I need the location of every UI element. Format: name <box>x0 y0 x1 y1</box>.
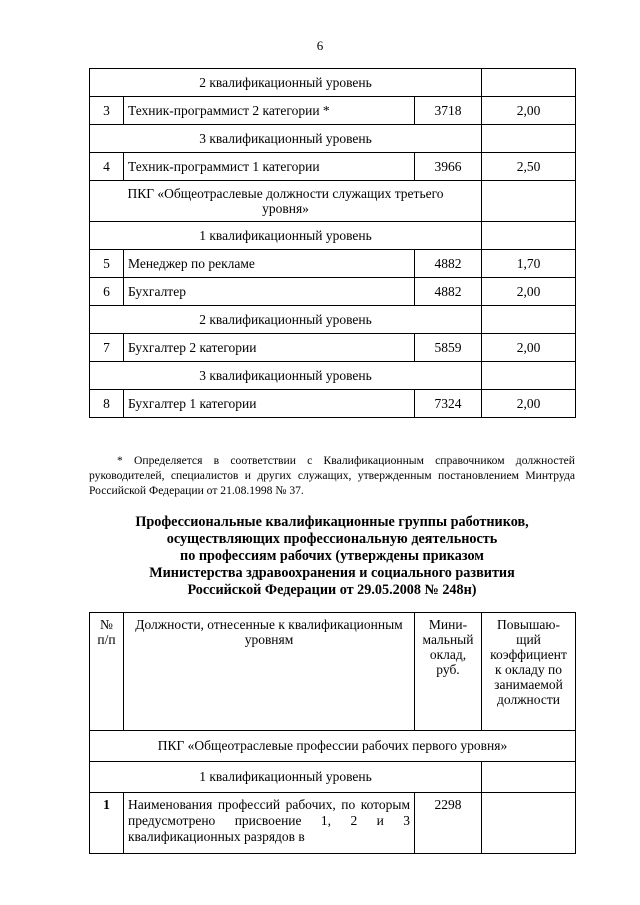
row-name: Бухгалтер 1 категории <box>124 390 415 418</box>
table-row <box>90 334 576 362</box>
table-row <box>90 390 576 418</box>
group-row: ПКГ «Общеотраслевые профессии рабочих первого уровня» <box>90 731 576 762</box>
row-salary: 7324 <box>415 390 482 418</box>
row-coef: 2,00 <box>482 334 576 362</box>
heading-line: Профессиональные квалификационные группы работников, <box>135 514 529 530</box>
table-row <box>90 222 576 250</box>
row-name: Наименования профессий рабочих, по которым предусмотрено присвоение 1, 2 и 3 квалификационных разрядов в <box>124 793 415 854</box>
row-salary: 4882 <box>415 250 482 278</box>
table-row <box>90 250 576 278</box>
row-salary: 4882 <box>415 278 482 306</box>
level-row: 2 квалификационный уровень <box>90 306 482 334</box>
table-row <box>90 306 576 334</box>
level-row: 2 квалификационный уровень <box>90 69 482 97</box>
empty-cell <box>482 69 576 97</box>
row-num: 1 <box>90 793 124 854</box>
table-row <box>90 362 576 390</box>
salary-table-2 <box>89 612 576 854</box>
group-row: ПКГ «Общеотраслевые должности служащих третьего уровня» <box>90 181 482 222</box>
empty-cell <box>482 181 576 222</box>
row-name: Техник-программист 2 категории * <box>124 97 415 125</box>
row-num: 4 <box>90 153 124 181</box>
table-row <box>90 125 576 153</box>
header-name: Должности, отнесенные к квалификационным уровням <box>124 613 415 731</box>
header-coef: Повышаю-щий коэффициент к окладу по занимаемой должности <box>482 613 576 731</box>
heading-line: Российской Федерации от 29.05.2008 № 248н) <box>187 582 477 598</box>
row-num: 3 <box>90 97 124 125</box>
level-row: 3 квалификационный уровень <box>90 362 482 390</box>
page-number: 6 <box>316 38 324 53</box>
row-name: Бухгалтер <box>124 278 415 306</box>
table-row <box>90 153 576 181</box>
row-salary: 3718 <box>415 97 482 125</box>
header-salary: Мини-мальный оклад, руб. <box>415 613 482 731</box>
level-row: 3 квалификационный уровень <box>90 125 482 153</box>
row-salary: 3966 <box>415 153 482 181</box>
empty-cell <box>482 762 576 793</box>
table-row <box>90 97 576 125</box>
row-salary: 5859 <box>415 334 482 362</box>
empty-cell <box>482 306 576 334</box>
row-coef: 2,00 <box>482 390 576 418</box>
salary-table-1 <box>89 68 576 418</box>
row-coef: 1,70 <box>482 250 576 278</box>
footnote: * Определяется в соответствии с Квалификационным справочником должностей руководителей, специалистов и других служащих, утвержденным постановлением Минтруда Российской Федерации от 21.08.1998 № 37. <box>89 454 575 497</box>
row-coef: 2,00 <box>482 278 576 306</box>
row-num: 7 <box>90 334 124 362</box>
table-row <box>90 181 576 222</box>
heading-line: по профессиям рабочих (утверждены приказом <box>180 548 484 564</box>
level-row: 1 квалификационный уровень <box>90 762 482 793</box>
table-row <box>90 69 576 97</box>
row-name: Менеджер по рекламе <box>124 250 415 278</box>
row-num: 5 <box>90 250 124 278</box>
table-row <box>90 278 576 306</box>
empty-cell <box>482 362 576 390</box>
section-heading <box>89 514 575 599</box>
row-coef <box>482 793 576 854</box>
heading-line: Министерства здравоохранения и социального развития <box>149 565 515 581</box>
header-num: № п/п <box>90 613 124 731</box>
row-coef: 2,50 <box>482 153 576 181</box>
row-salary: 2298 <box>415 793 482 854</box>
row-num: 8 <box>90 390 124 418</box>
row-name: Техник-программист 1 категории <box>124 153 415 181</box>
heading-line: осуществляющих профессиональную деятельность <box>166 531 498 547</box>
level-row: 1 квалификационный уровень <box>90 222 482 250</box>
row-coef: 2,00 <box>482 97 576 125</box>
empty-cell <box>482 125 576 153</box>
empty-cell <box>482 222 576 250</box>
row-name: Бухгалтер 2 категории <box>124 334 415 362</box>
row-num: 6 <box>90 278 124 306</box>
